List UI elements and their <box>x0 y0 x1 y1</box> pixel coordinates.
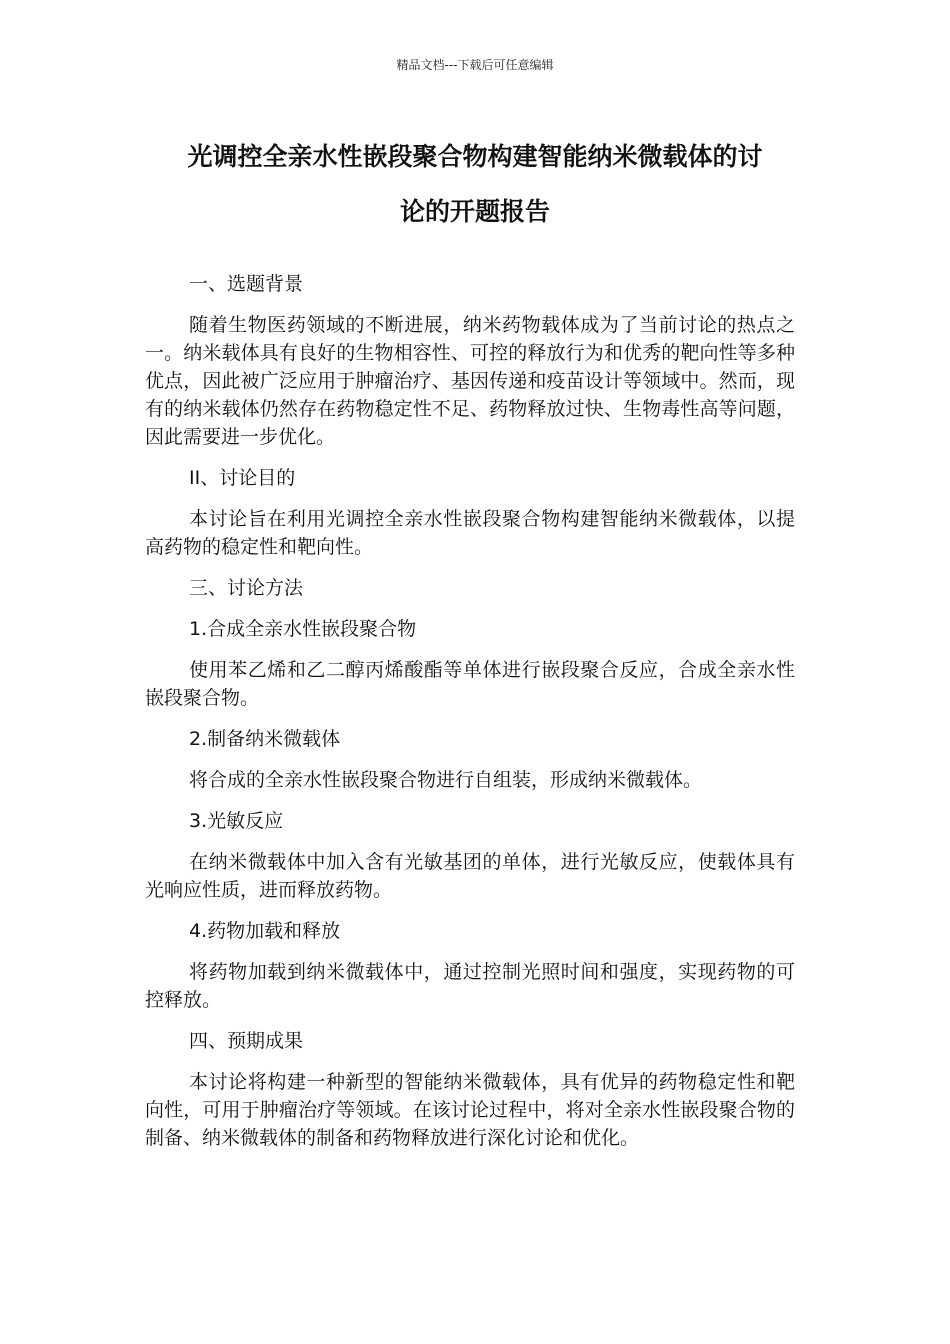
document-title-line-2: 论的开题报告 <box>399 197 550 226</box>
subheading-method-3: 3.光敏反应 <box>189 810 284 832</box>
section-heading-background: 一、选题背景 <box>189 273 304 295</box>
paragraph-method-2: 将合成的全亲水性嵌段聚合物进行自组装，形成纳米微载体。 <box>189 769 703 791</box>
section-heading-purpose: II、讨论目的 <box>189 467 296 489</box>
paragraph-method-3: 在纳米微载体中加入含有光敏基团的单体，进行光敏反应，使载体具有光响应性质，进而释放药物。 <box>145 851 795 901</box>
paragraph-method-1: 使用苯乙烯和乙二醇丙烯酸酯等单体进行嵌段聚合反应，合成全亲水性嵌段聚合物。 <box>145 659 795 709</box>
paragraph-background: 随着生物医药领域的不断进展，纳米药物载体成为了当前讨论的热点之一。纳米载体具有良好的生物相容性、可控的释放行为和优秀的靶向性等多种优点，因此被广泛应用于肿瘤治疗、基因传递和疫苗设计等领域中。然而，现有的纳米载体仍然存在药物稳定性不足、药物释放过快、生物毒性高等问题，因此需要进一步优化。 <box>145 314 795 448</box>
document-title-line-1: 光调控全亲水性嵌段聚合物构建智能纳米微载体的讨 <box>187 142 763 171</box>
subheading-method-2: 2.制备纳米微载体 <box>189 728 341 750</box>
header-note: 精品文档---下载后可任意编辑 <box>396 58 554 72</box>
subheading-method-1: 1.合成全亲水性嵌段聚合物 <box>189 618 417 640</box>
subheading-method-4: 4.药物加载和释放 <box>189 920 341 942</box>
paragraph-method-4: 将药物加载到纳米微载体中，通过控制光照时间和强度，实现药物的可控释放。 <box>145 961 795 1011</box>
section-heading-methods: 三、讨论方法 <box>189 577 304 599</box>
paragraph-purpose: 本讨论旨在利用光调控全亲水性嵌段聚合物构建智能纳米微载体，以提高药物的稳定性和靶向性。 <box>145 508 795 558</box>
section-heading-expected-results: 四、预期成果 <box>189 1030 304 1052</box>
paragraph-expected-results: 本讨论将构建一种新型的智能纳米微载体，具有优异的药物稳定性和靶向性，可用于肿瘤治疗等领域。在该讨论过程中，将对全亲水性嵌段聚合物的制备、纳米微载体的制备和药物释放进行深化讨论和优化。 <box>145 1071 795 1149</box>
document-body <box>145 270 795 1165</box>
